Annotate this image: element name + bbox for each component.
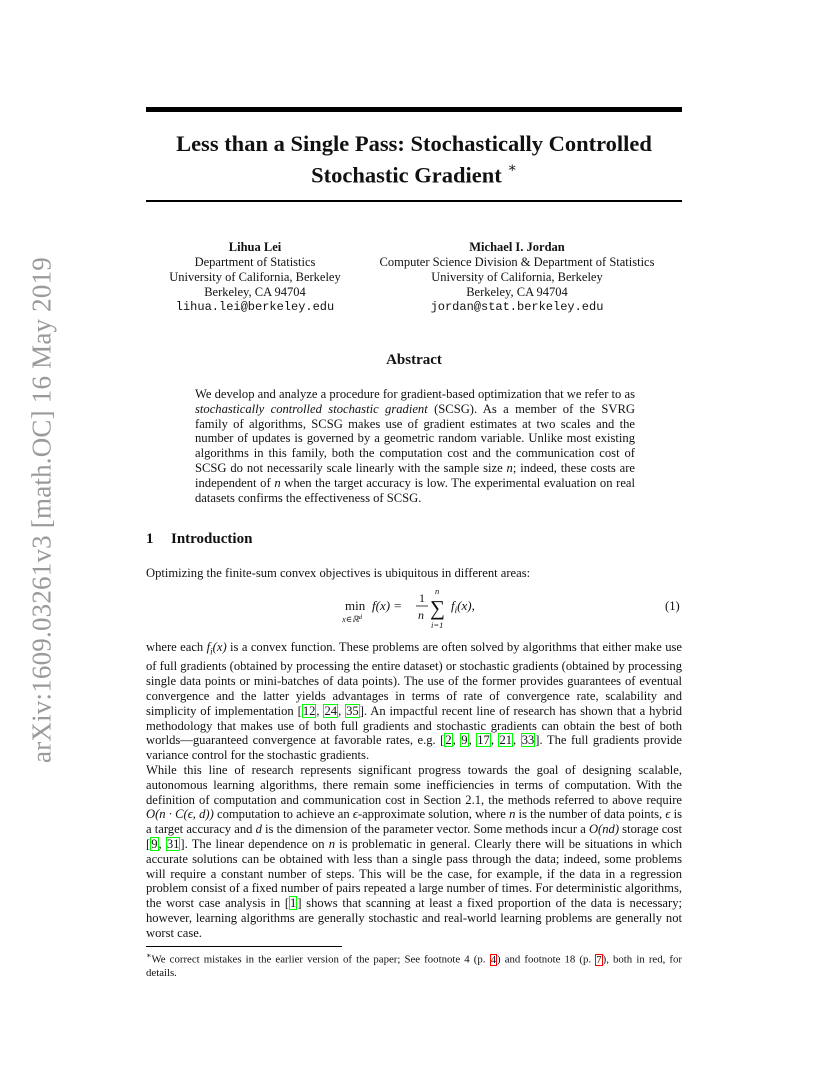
eq-frac-num: 1	[419, 591, 425, 605]
citation-link[interactable]: 17	[477, 733, 490, 748]
section-number: 1	[146, 531, 154, 547]
equation-1	[146, 586, 682, 632]
citation-link[interactable]: 1	[290, 896, 297, 911]
eq-min-subscript: x∈ℝ$^d$	[342, 614, 363, 624]
eq-sum-top: n	[435, 586, 440, 596]
equation-1-formula	[146, 586, 682, 632]
author-email[interactable]: jordan@stat.berkeley.edu	[430, 300, 604, 314]
author-address: Berkeley, CA 94704	[204, 285, 306, 299]
eq-lhs: f(x) =	[372, 598, 403, 613]
citation-link[interactable]: 2	[445, 733, 452, 748]
intro-paragraph-3: While this line of research represents significant progress towards the goal of designing scalable, autonomous learning algorithms, there remain some inefficiencies in terms of computation. With the definition of computation and communication cost in Section 2.1, the methods referred to above require O(n · C(ϵ, d)) computation to achieve an ϵ-approximate solution, where n is the number of data points, ϵ is a target accuracy and d is the dimension of the parameter vector. Some methods incur a O(nd) storage cost [9, 31]. The linear dependence on n is problematic in general. Clearly there will be situations in which accurate solutions can be obtained with less than a single pass through the data; indeed, some problems will require a constant number of steps. This will be the case, for example, if the data in a regression problem consist of a fixed number of pairs repeated a large number of times. For deterministic algorithms, the worst case analysis in [1] shows that scanning at least a fixed proportion of the data is necessary; however, learning algorithms are generally stochastic and real-world learning problems are generally not worst case.	[146, 763, 683, 940]
title-bottom-rule	[146, 200, 682, 202]
author-address: Berkeley, CA 94704	[466, 285, 568, 299]
section-title: Introduction	[171, 531, 253, 547]
eq-min: min	[345, 598, 366, 613]
title-top-rule	[146, 107, 682, 112]
eq-frac-den: n	[418, 608, 424, 622]
abstract-body: We develop and analyze a procedure for gradient-based optimization that we refer to as stochastically controlled stochastic gradient (SCSG). As a member of the SVRG family of algorithms, SCSG makes use of gradient estimates at two scales and the number of updates is governed by a geometric random variable. Unlike most existing algorithms in this family, both the computation cost and the communication cost of SCSG do not necessarily scale linearly with the sample size n; indeed, these costs are independent of n when the target accuracy is low. The experimental evaluation on real datasets confirms the effectiveness of SCSG.	[195, 387, 635, 505]
section-heading-introduction	[146, 531, 252, 548]
citation-link[interactable]: 24	[324, 703, 338, 718]
page-ref-link[interactable]: 7	[596, 953, 602, 966]
citation-link[interactable]: 35	[346, 703, 359, 718]
author-block-jordan	[364, 240, 670, 315]
author-institution: University of California, Berkeley	[431, 270, 603, 284]
author-name: Lihua Lei	[228, 240, 282, 254]
author-dept: Computer Science Division & Department of Statistics	[379, 255, 655, 269]
citation-link[interactable]: 9	[151, 836, 158, 851]
eq-sum-symbol: ∑	[430, 596, 445, 620]
footnote: ∗We correct mistakes in the earlier version of the paper; See footnote 4 (p. 4) and footnote 18 (p. 7), both in red, for details.	[146, 951, 683, 980]
citation-link[interactable]: 31	[166, 836, 180, 851]
title-line-1: Less than a Single Pass: Stochastically Controlled	[176, 131, 652, 156]
author-dept: Department of Statistics	[194, 255, 316, 269]
title-footnote-mark[interactable]: ∗	[507, 161, 517, 176]
citation-link[interactable]: 33	[521, 733, 535, 748]
author-name: Michael I. Jordan	[469, 240, 565, 254]
title-line-2: Stochastic Gradient ∗	[311, 161, 517, 188]
citation-link[interactable]: 21	[499, 733, 513, 748]
footnote-mark: ∗	[146, 951, 152, 960]
author-email[interactable]: lihua.lei@berkeley.edu	[175, 300, 335, 314]
author-institution: University of California, Berkeley	[169, 270, 341, 284]
arxiv-stamp-text: arXiv:1609.03261v3 [math.OC] 16 May 2019	[26, 257, 57, 763]
paper-title	[146, 130, 682, 189]
abstract-heading: Abstract	[386, 352, 442, 368]
intro-paragraph-1: Optimizing the finite-sum convex objectives is ubiquitous in different areas:	[146, 566, 531, 580]
intro-paragraph-2: where each $f_i(x)$ is a convex function. These problems are often solved by algorithms that either make use of full gradients (obtained by processing the entire dataset) or stochastic gradients (obtained by processing single data points or mini-batches of data points). The use of the former provides guarantees of eventual convergence and the latter yields advantages in terms of rate of convergence rate, scalability and simplicity of implementation [12, 24, 35]. An impactful recent line of research has shown that a hybrid methodology that makes use of both full gradients and stochastic gradients can obtain the best of both worlds—guaranteed convergence at favorable rates, e.g. [2, 9, 17, 21, 33]. The full gradients provide variance control for the stochastic gradients.	[146, 640, 683, 763]
citation-link[interactable]: 9	[461, 733, 468, 748]
footnote-rule	[146, 946, 342, 947]
eq-number: (1)	[665, 599, 680, 613]
author-block-lei	[150, 240, 360, 315]
eq-sum-bottom: i=1	[431, 620, 444, 630]
eq-rhs: $f_i(x)$,	[451, 598, 475, 615]
citation-link[interactable]: 12	[302, 703, 316, 718]
page-ref-link[interactable]: 4	[490, 953, 496, 966]
arxiv-stamp	[22, 250, 62, 770]
